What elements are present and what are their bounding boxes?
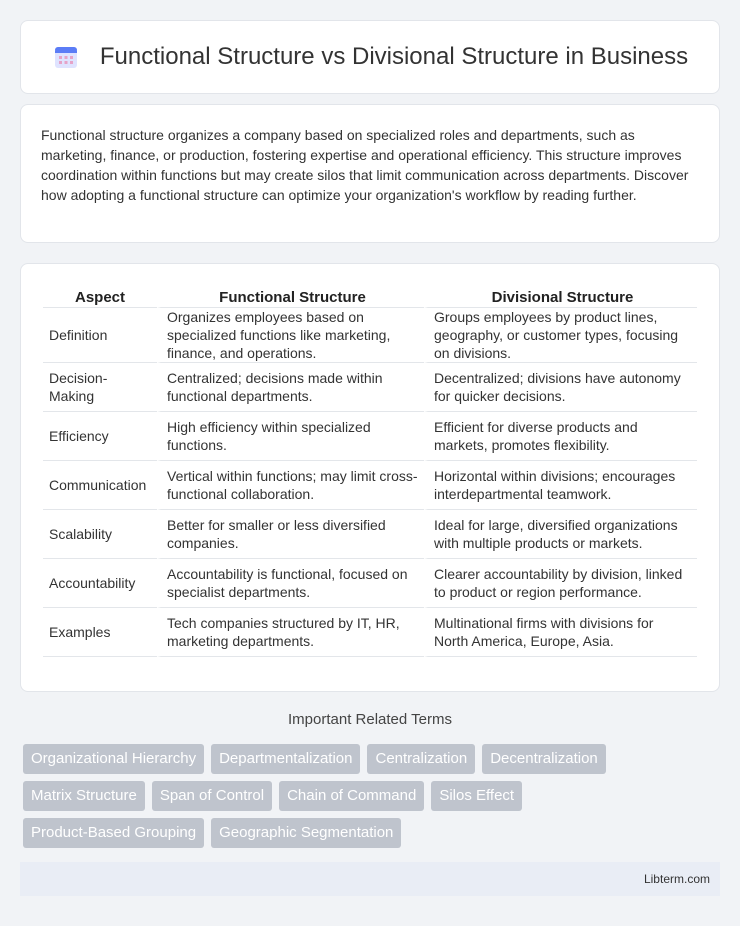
column-header: Aspect [43,282,157,308]
column-header: Divisional Structure [424,282,697,308]
table-row [43,412,697,461]
functional-cell: Organizes employees based on specialized functions like marketing, finance, and operations. [157,308,424,363]
table-header-row [43,282,697,308]
column-header: Functional Structure [157,282,424,308]
related-terms [23,744,723,855]
related-terms-title: Important Related Terms [288,711,452,728]
intro-card [20,104,720,243]
comparison-table-card [20,263,720,692]
related-term-tag[interactable]: Span of Control [152,781,272,811]
related-term-tag[interactable]: Centralization [367,744,475,774]
aspect-cell: Efficiency [43,412,157,461]
divisional-cell: Decentralized; divisions have autonomy for quicker decisions. [424,363,697,412]
aspect-cell: Scalability [43,510,157,559]
aspect-cell: Accountability [43,559,157,608]
related-term-tag[interactable]: Silos Effect [431,781,522,811]
divisional-cell: Clearer accountability by division, linked to product or region performance. [424,559,697,608]
aspect-cell: Decision-Making [43,363,157,412]
table-row [43,559,697,608]
calendar-grid-icon [52,43,80,71]
functional-cell: Accountability is functional, focused on specialist departments. [157,559,424,608]
footer [20,862,720,896]
header-card [20,20,720,94]
functional-cell: Vertical within functions; may limit cross-functional collaboration. [157,461,424,510]
page-title: Functional Structure vs Divisional Structure in Business [99,43,689,70]
footer-site-link[interactable]: Libterm.com [643,872,710,886]
divisional-cell: Efficient for diverse products and markets, promotes flexibility. [424,412,697,461]
related-term-tag[interactable]: Organizational Hierarchy [23,744,204,774]
functional-cell: Better for smaller or less diversified companies. [157,510,424,559]
functional-cell: High efficiency within specialized functions. [157,412,424,461]
tag-row [23,781,723,811]
table-row [43,608,697,657]
table-row [43,363,697,412]
divisional-cell: Groups employees by product lines, geography, or customer types, focusing on divisions. [424,308,697,363]
related-term-tag[interactable]: Chain of Command [279,781,424,811]
divisional-cell: Horizontal within divisions; encourages interdepartmental teamwork. [424,461,697,510]
aspect-cell: Communication [43,461,157,510]
table-row [43,510,697,559]
divisional-cell: Ideal for large, diversified organizations with multiple products or markets. [424,510,697,559]
related-term-tag[interactable]: Matrix Structure [23,781,145,811]
related-term-tag[interactable]: Geographic Segmentation [211,818,401,848]
tag-row [23,818,723,848]
table-row [43,461,697,510]
functional-cell: Centralized; decisions made within functional departments. [157,363,424,412]
related-term-tag[interactable]: Product-Based Grouping [23,818,204,848]
related-term-tag[interactable]: Decentralization [482,744,606,774]
aspect-cell: Definition [43,308,157,363]
functional-cell: Tech companies structured by IT, HR, marketing departments. [157,608,424,657]
tag-row [23,744,723,774]
table-row [43,308,697,363]
aspect-cell: Examples [43,608,157,657]
comparison-table [43,282,697,657]
related-term-tag[interactable]: Departmentalization [211,744,360,774]
intro-text: Functional structure organizes a company based on specialized roles and departments, such as marketing, finance, or production, fostering expertise and operational efficiency. This structure improves coordination within functions but may create silos that limit communication across departments. Discover how adopting a functional structure can optimize your organization's workflow by reading further. [41,127,689,203]
divisional-cell: Multinational firms with divisions for North America, Europe, Asia. [424,608,697,657]
